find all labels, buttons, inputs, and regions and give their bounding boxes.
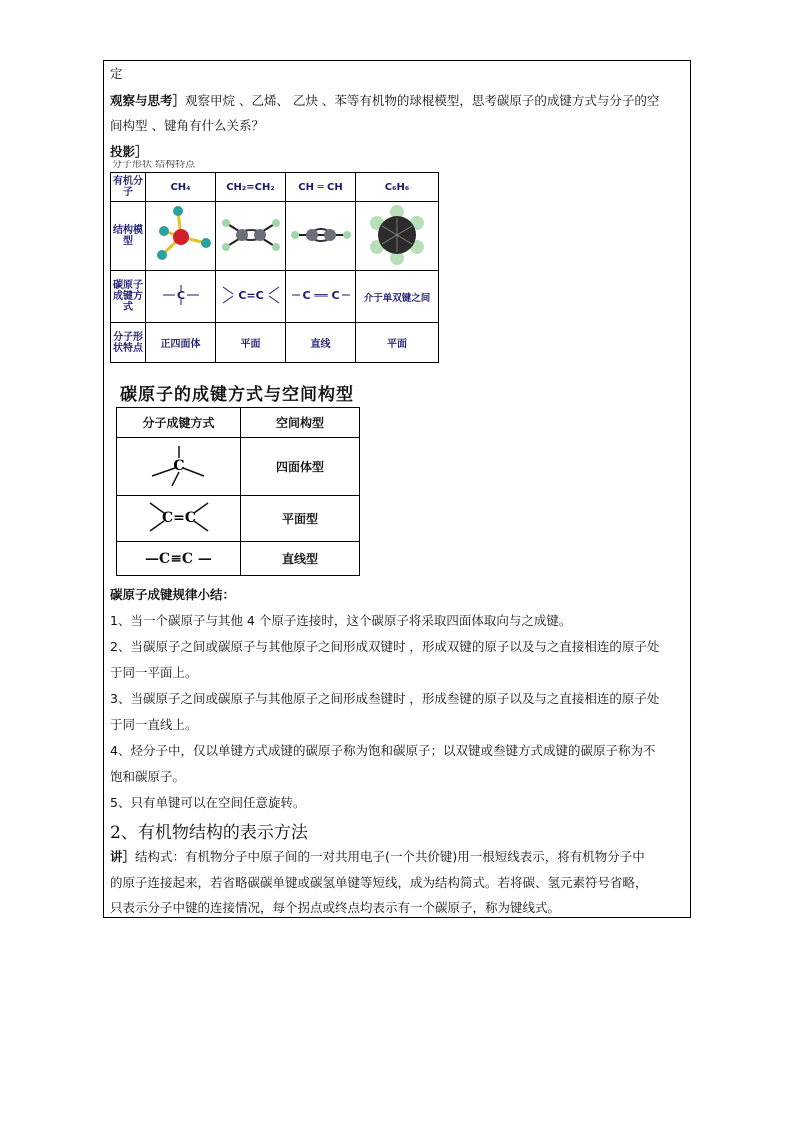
section2-text: 结构式：有机物分子中原子间的一对共用电子(一个共价键)用一根短线表示，将有机物分子中 xyxy=(135,849,645,864)
summary-item: 4、烃分子中，仅以单键方式成键的碳原子称为饱和碳原子；以双键或叁键方式成键的碳原子称为不 xyxy=(110,743,656,758)
column-header: 空间构型 xyxy=(241,408,360,438)
table-row xyxy=(117,542,360,576)
ethylene-model-image xyxy=(216,202,286,271)
bonding-table-title: 碳原子的成键方式与空间构型 xyxy=(120,385,354,405)
summary-title: 碳原子成键规律小结： xyxy=(110,587,236,602)
linear-bond-cell: —C≡C — xyxy=(117,542,241,576)
bond-mode xyxy=(286,271,356,323)
summary-item: 饱和碳原子。 xyxy=(110,769,186,784)
table-row xyxy=(111,202,439,271)
top-fragment: 定 xyxy=(110,66,123,81)
summary-item: 5、只有单键可以在空间任意旋转。 xyxy=(110,795,306,810)
table-row xyxy=(111,323,439,363)
row-header: 碳原子成键方式 xyxy=(111,271,146,323)
bonding-table xyxy=(116,407,360,576)
summary-item: 2、当碳原子之间或碳原子与其他原子之间形成双键时 ，形成双键的原子以及与之直接相连的原子处 xyxy=(110,639,660,654)
row-header: 分子形状特点 xyxy=(111,323,146,363)
acetylene-model-image xyxy=(286,202,356,271)
shape-cell: 正四面体 xyxy=(146,323,216,363)
svg-text:C ══ C: C ══ C xyxy=(301,289,340,302)
shape-cell: 平面 xyxy=(356,323,439,363)
svg-text:C=C: C=C xyxy=(237,289,264,302)
section2-line-1 xyxy=(110,849,645,865)
tetrahedral-bond-cell xyxy=(117,438,241,496)
methane-model-image xyxy=(146,202,216,271)
table-row xyxy=(117,496,360,542)
summary-item: 3、当碳原子之间或碳原子与其他原子之间形成叁键时 ，形成叁键的原子以及与之直接相连的原子处 xyxy=(110,691,660,706)
row-header: 结构模型 xyxy=(111,202,146,271)
table-row xyxy=(117,408,360,438)
table-row xyxy=(117,438,360,496)
bond-label: C xyxy=(172,458,185,474)
shape-cell: 平面 xyxy=(216,323,286,363)
observe-text-2: 间构型 、键角有什么关系？ xyxy=(110,118,264,133)
planar-bond-cell xyxy=(117,496,241,542)
shape-cell: 直线 xyxy=(286,323,356,363)
shape-cell: 四面体型 xyxy=(241,438,360,496)
shape-cell: 直线型 xyxy=(241,542,360,576)
summary-item: 1、当一个碳原子与其他 4 个原子连接时，这个碳原子将采取四面体取向与之成键。 xyxy=(110,613,572,628)
lecture-label: 讲］ xyxy=(110,849,136,864)
table-row xyxy=(111,271,439,323)
molecule-formula: C₆H₆ xyxy=(356,173,439,202)
row-header: 有机分子 xyxy=(111,173,146,202)
cropped-caption xyxy=(112,160,222,168)
molecule-formula: CH₄ xyxy=(146,173,216,202)
summary-item: 于同一平面上。 xyxy=(110,665,198,680)
molecule-formula: CH₂=CH₂ xyxy=(216,173,286,202)
benzene-model-image xyxy=(356,202,439,271)
summary-item: 于同一直线上。 xyxy=(110,717,198,732)
bond-label: C=C xyxy=(161,510,196,526)
observe-paragraph xyxy=(110,93,659,109)
cropped-caption-text: 分子形状 结构特点 xyxy=(112,160,196,168)
bond-mode xyxy=(216,271,286,323)
section2-line-3: 只表示分子中键的连接情况，每个拐点或终点均表示有一个碳原子，称为键线式。 xyxy=(110,900,561,915)
bond-mode: 介于单双键之间 xyxy=(356,271,439,323)
svg-text:C: C xyxy=(176,289,185,302)
column-header: 分子成键方式 xyxy=(117,408,241,438)
molecule-formula: CH ═ CH xyxy=(286,173,356,202)
molecule-table xyxy=(110,172,439,363)
table-row xyxy=(111,173,439,202)
bond-mode xyxy=(146,271,216,323)
section-title: 2、有机物结构的表示方法 xyxy=(110,823,308,843)
observe-label: 观察与思考］ xyxy=(110,93,186,108)
observe-text: 观察甲烷 、乙烯、 乙炔 、苯等有机物的球棍模型，思考碳原子的成键方式与分子的空 xyxy=(185,93,660,108)
shape-cell: 平面型 xyxy=(241,496,360,542)
projection-label: 投影］ xyxy=(110,144,148,159)
section2-line-2: 的原子连接起来，若省略碳碳单键或碳氢单键等短线，成为结构简式。若将碳、氢元素符号省略， xyxy=(110,875,648,890)
